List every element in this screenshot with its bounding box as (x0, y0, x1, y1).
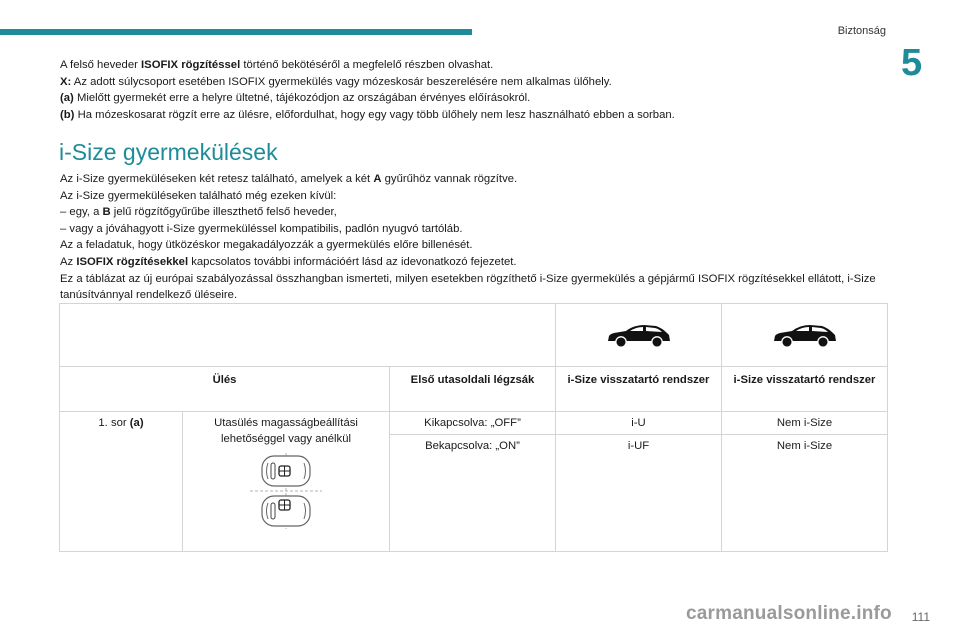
section-title: i-Size gyermekülések (59, 139, 278, 165)
isize-value: i-UF (556, 435, 722, 552)
bold-text: ISOFIX rögzítésekkel (76, 255, 189, 268)
seat-position-diagram (250, 453, 322, 529)
paragraph: Ez a táblázat az új európai szabályozással összhangban ismerteti, milyen esetekben rögzíthető i-Size gyermekülés a gépjármű ISOFIX rögzítésekkel ellátott, i-Size tanúsítvánnyal rendelkező üléseire. (60, 272, 876, 302)
text: – egy, a (60, 206, 103, 219)
note-key: (b) (60, 108, 75, 121)
isize-value: Nem i-Size (722, 435, 888, 552)
top-accent-bar (0, 29, 472, 35)
text: Mielőtt gyermekét erre a helyre ültetné, tájékozódjon az országában érvényes előírásokról. (73, 92, 531, 105)
icon-cell (556, 304, 722, 367)
text: 1. sor (98, 417, 130, 429)
note-key: X: (60, 75, 72, 88)
paragraph (60, 254, 900, 271)
list-item (60, 204, 900, 221)
page-number: 111 (911, 610, 930, 624)
airbag-off: Kikapcsolva: „OFF” (390, 412, 556, 435)
empty-cell (60, 304, 556, 367)
table-icon-row (60, 304, 888, 367)
intro-line (60, 57, 900, 74)
text: Ha mózeskosarat rögzít erre az ülésre, előfordulhat, hogy egy vagy több ülőhely nem lesz használható ebben a sorban. (74, 108, 675, 121)
intro-line (60, 90, 900, 107)
header-col1: i-Size visszatartó rendszer (556, 367, 722, 412)
isize-table (59, 303, 888, 552)
car-icon (772, 321, 838, 349)
section-body (60, 171, 900, 304)
paragraph: Az a feladatuk, hogy ütközéskor megakadályozzák a gyermekülés előre billenését. (60, 239, 473, 252)
text: A felső heveder (60, 59, 142, 71)
chapter-number: 5 (901, 42, 923, 84)
bold-text: A (373, 173, 382, 185)
text: jelű rögzítőgyűrűbe illeszthető felső heveder, (110, 206, 337, 219)
isize-value: Nem i-Size (722, 412, 888, 435)
header-seat: Ülés (60, 367, 390, 412)
paragraph (60, 171, 900, 188)
airbag-on: Bekapcsolva: „ON” (390, 435, 556, 552)
seat-description-cell (183, 412, 390, 552)
note-key: (a) (60, 92, 74, 105)
text: Az i-Size gyermeküléseken két retesz található, amelyek a két (60, 173, 374, 185)
intro-text (60, 57, 900, 123)
seat-description: Utasülés magasságbeállítási lehetőséggel vagy anélkül (214, 417, 358, 445)
text: történő bekötéséről a megfelelő részben olvashat. (240, 59, 494, 71)
note-key: (a) (129, 417, 144, 429)
isize-value: i-U (556, 412, 722, 435)
bold-text: B (102, 206, 111, 219)
table-row (60, 412, 888, 435)
text: gyűrűhöz vannak rögzítve. (381, 173, 518, 185)
text: kapcsolatos további információért lásd az idevonatkozó fejezetet. (188, 255, 517, 268)
car-icon (606, 321, 672, 349)
header-col2: i-Size visszatartó rendszer (722, 367, 888, 412)
paragraph: Az i-Size gyermeküléseken található még ezeken kívül: (60, 189, 337, 202)
intro-line (60, 74, 900, 91)
watermark: carmanualsonline.info (686, 603, 892, 624)
section-label: Biztonság (837, 25, 886, 37)
text: Az (60, 255, 77, 268)
list-item: – vagy a jóváhagyott i-Size gyermeküléssel kompatibilis, padlón nyugvó tartóláb. (60, 222, 463, 235)
row-label (60, 412, 183, 552)
text: Az adott súlycsoport esetében ISOFIX gyermekülés vagy mózeskosár beszerelésére nem alkalmas ülőhely. (71, 75, 612, 88)
intro-line (60, 107, 900, 124)
bold-text: ISOFIX rögzítéssel (141, 59, 241, 71)
header-airbag: Első utasoldali légzsák (390, 367, 556, 412)
table-header-row (60, 367, 888, 412)
icon-cell (722, 304, 888, 367)
